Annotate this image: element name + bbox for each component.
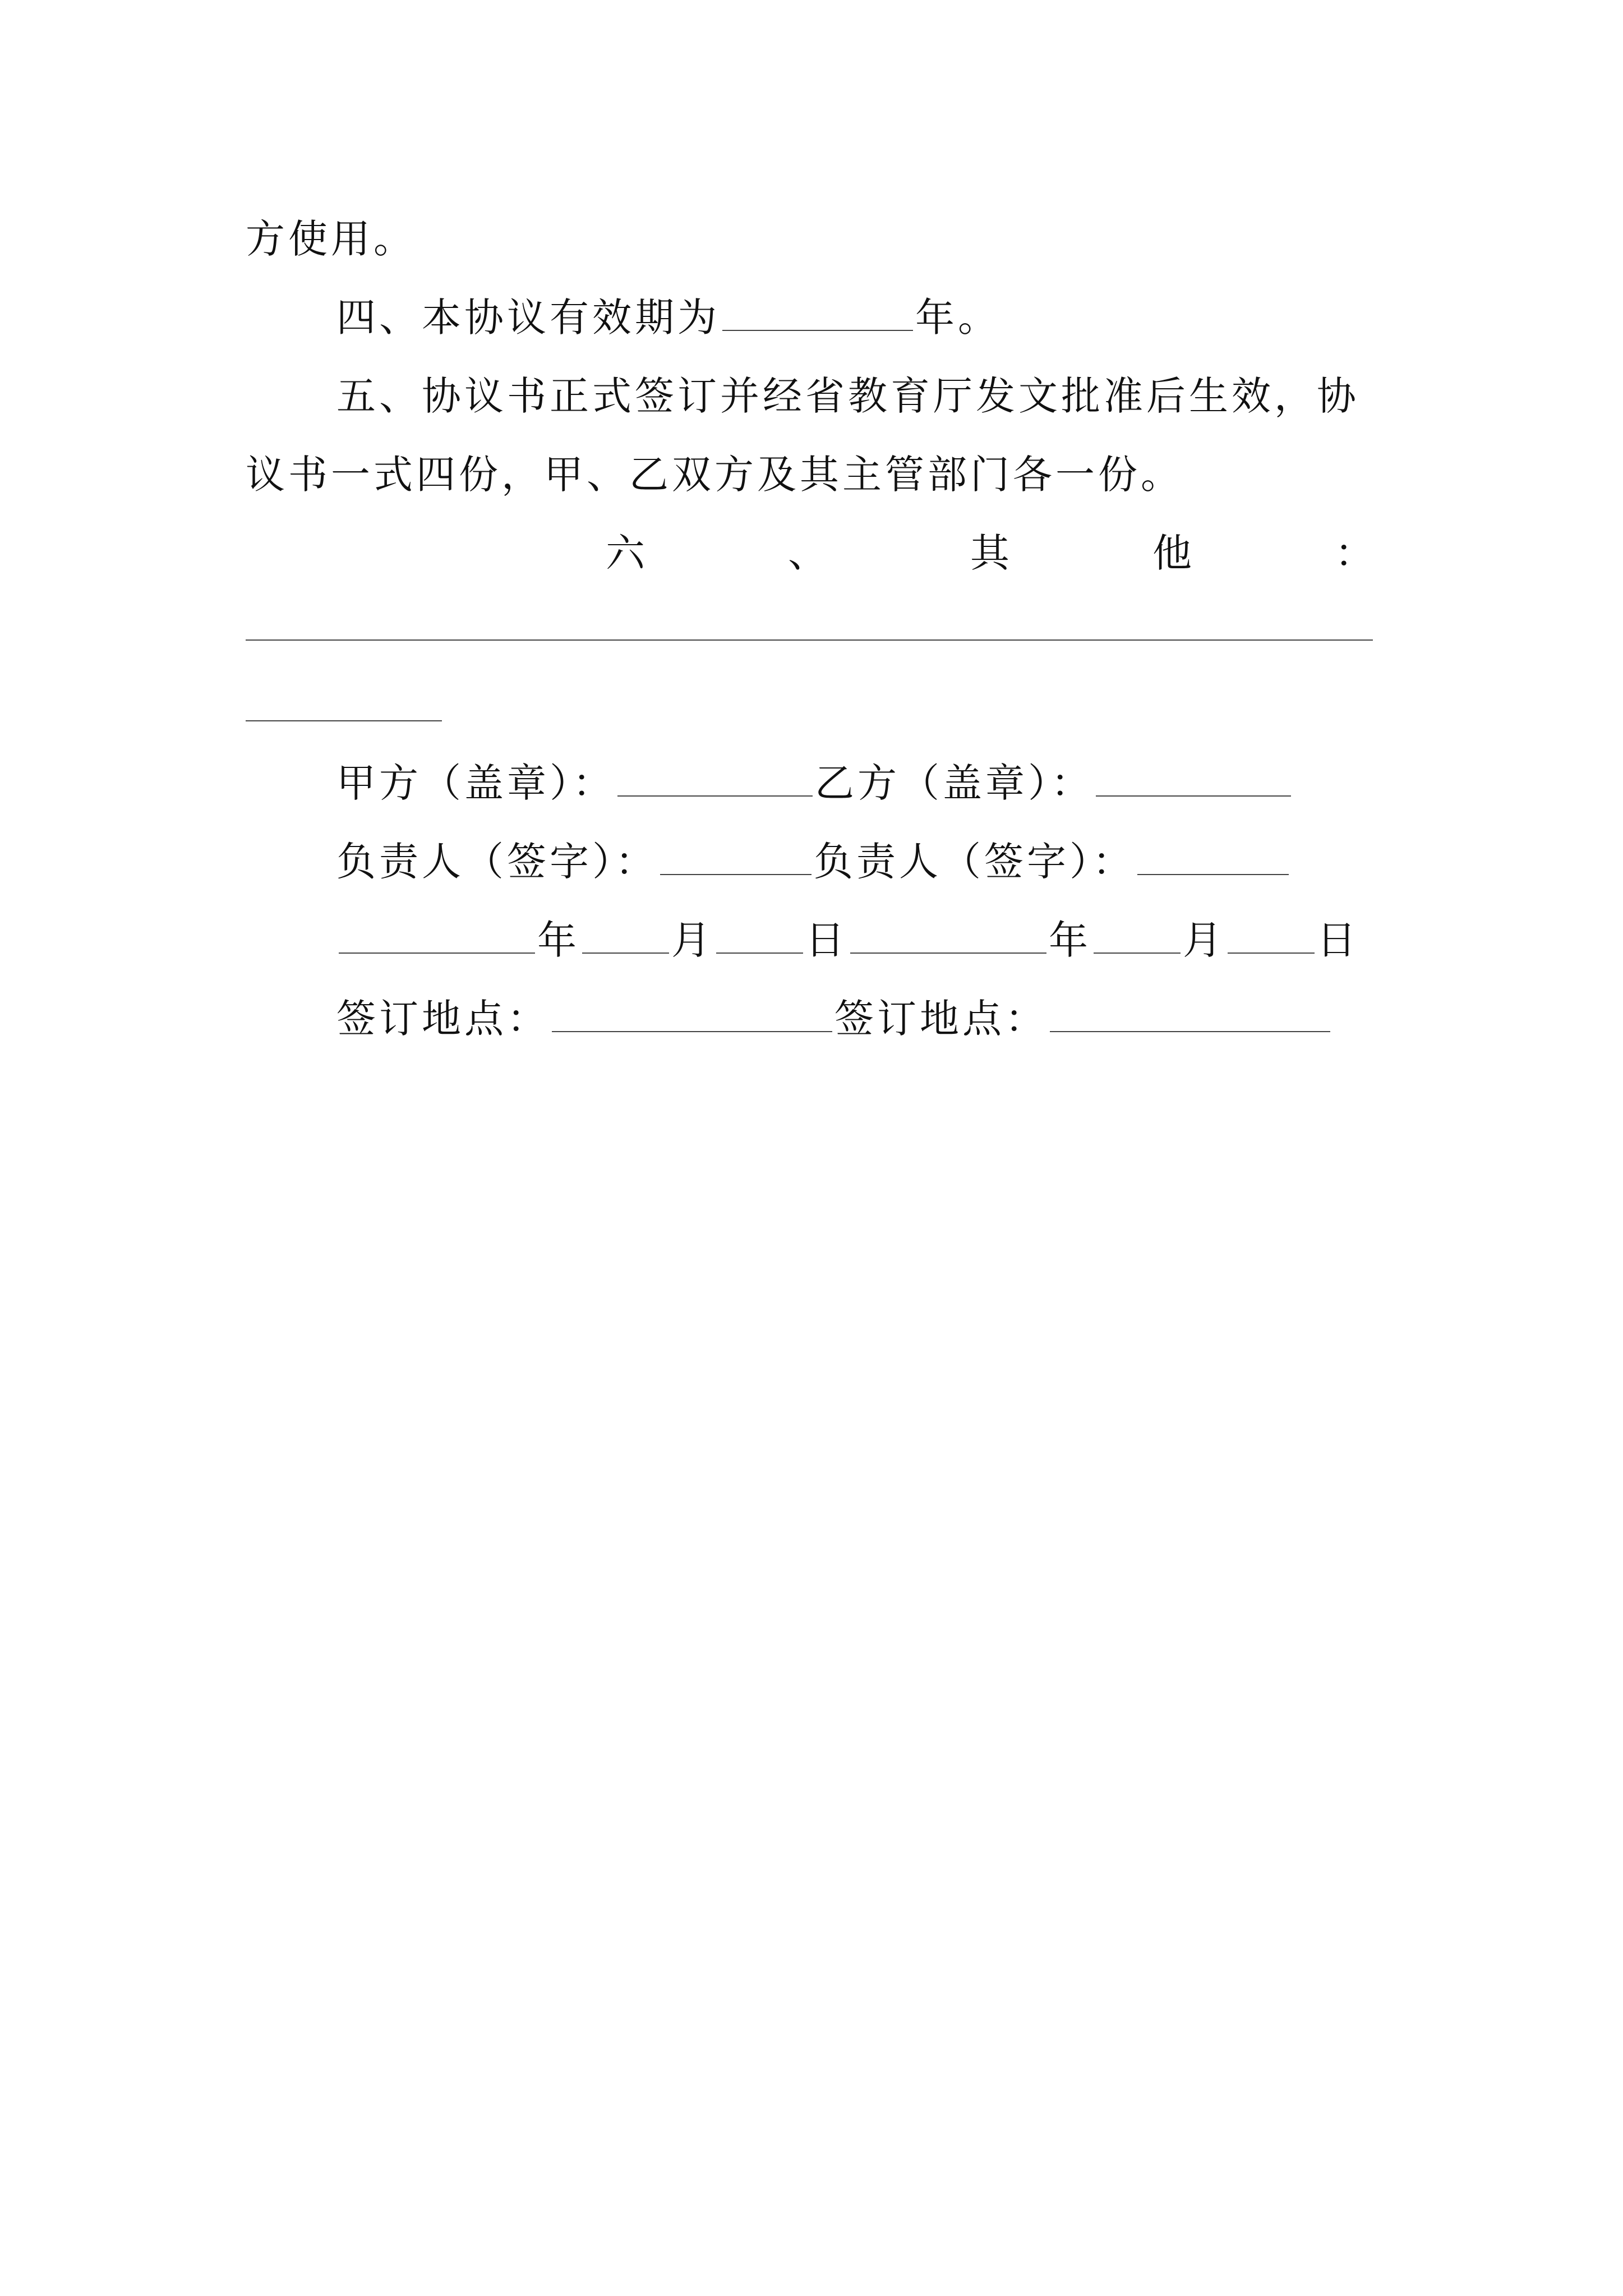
seal-row [336, 755, 1293, 811]
place-a-blank[interactable] [552, 996, 832, 1032]
clause-6-char-2: 、 [788, 530, 827, 576]
party-a-seal-label: 甲方（盖章）： [336, 760, 615, 806]
date-b-day-blank[interactable] [1228, 918, 1315, 954]
place-b-blank[interactable] [1050, 996, 1330, 1032]
text-line-continuation [246, 211, 416, 267]
date-b-month-label: 月 [1183, 917, 1225, 963]
clause-6-char-4: 他 [1152, 530, 1192, 576]
party-a-seal-blank[interactable] [617, 761, 813, 797]
date-a-month-blank[interactable] [582, 918, 669, 954]
clause-5-text-2: 议书一式四份，甲、乙双方及其主管部门各一份。 [246, 452, 1183, 498]
continuation-text: 方使用。 [246, 216, 416, 262]
place-row [336, 991, 1332, 1047]
clause-5-text-1: 五、协议书正式签订并经省教育厅发文批准后生效，协 [336, 373, 1359, 419]
date-a-year-blank[interactable] [339, 918, 535, 954]
date-b-month-blank[interactable] [1094, 918, 1181, 954]
date-a-day-label: 日 [805, 917, 848, 963]
place-a-label: 签订地点： [336, 996, 550, 1042]
date-b-year-blank[interactable] [850, 918, 1046, 954]
clause-4 [336, 289, 1000, 346]
clause-4-suffix: 年。 [915, 295, 1000, 341]
responsible-b-label: 负责人（签字）： [814, 839, 1135, 885]
clause-4-prefix: 四、本协议有效期为 [336, 295, 720, 341]
place-b-label: 签订地点： [834, 996, 1048, 1042]
responsible-a-blank[interactable] [660, 839, 811, 875]
clause-6-char-3: 其 [970, 530, 1009, 576]
clause-6-heading [606, 525, 1374, 581]
clause-5-line-1 [336, 368, 1359, 424]
date-a-month-label: 月 [671, 917, 714, 963]
clause-6-char-1: 六 [606, 530, 645, 576]
clause-6-blank-line-2[interactable] [246, 720, 442, 721]
responsible-row [336, 834, 1291, 890]
clause-6-blank-line-1[interactable] [246, 639, 1373, 641]
party-b-seal-blank[interactable] [1096, 761, 1291, 797]
responsible-b-blank[interactable] [1137, 839, 1289, 875]
date-a-day-blank[interactable] [716, 918, 803, 954]
validity-years-blank[interactable] [722, 295, 913, 331]
date-a-year-label: 年 [537, 917, 580, 963]
clause-5-line-2 [246, 447, 1183, 503]
clause-6-char-5: ： [1335, 530, 1374, 576]
party-b-seal-label: 乙方（盖章）： [815, 760, 1094, 806]
date-b-year-label: 年 [1049, 917, 1091, 963]
date-row [336, 912, 1359, 968]
responsible-a-label: 负责人（签字）： [336, 839, 658, 885]
date-b-day-label: 日 [1317, 917, 1359, 963]
